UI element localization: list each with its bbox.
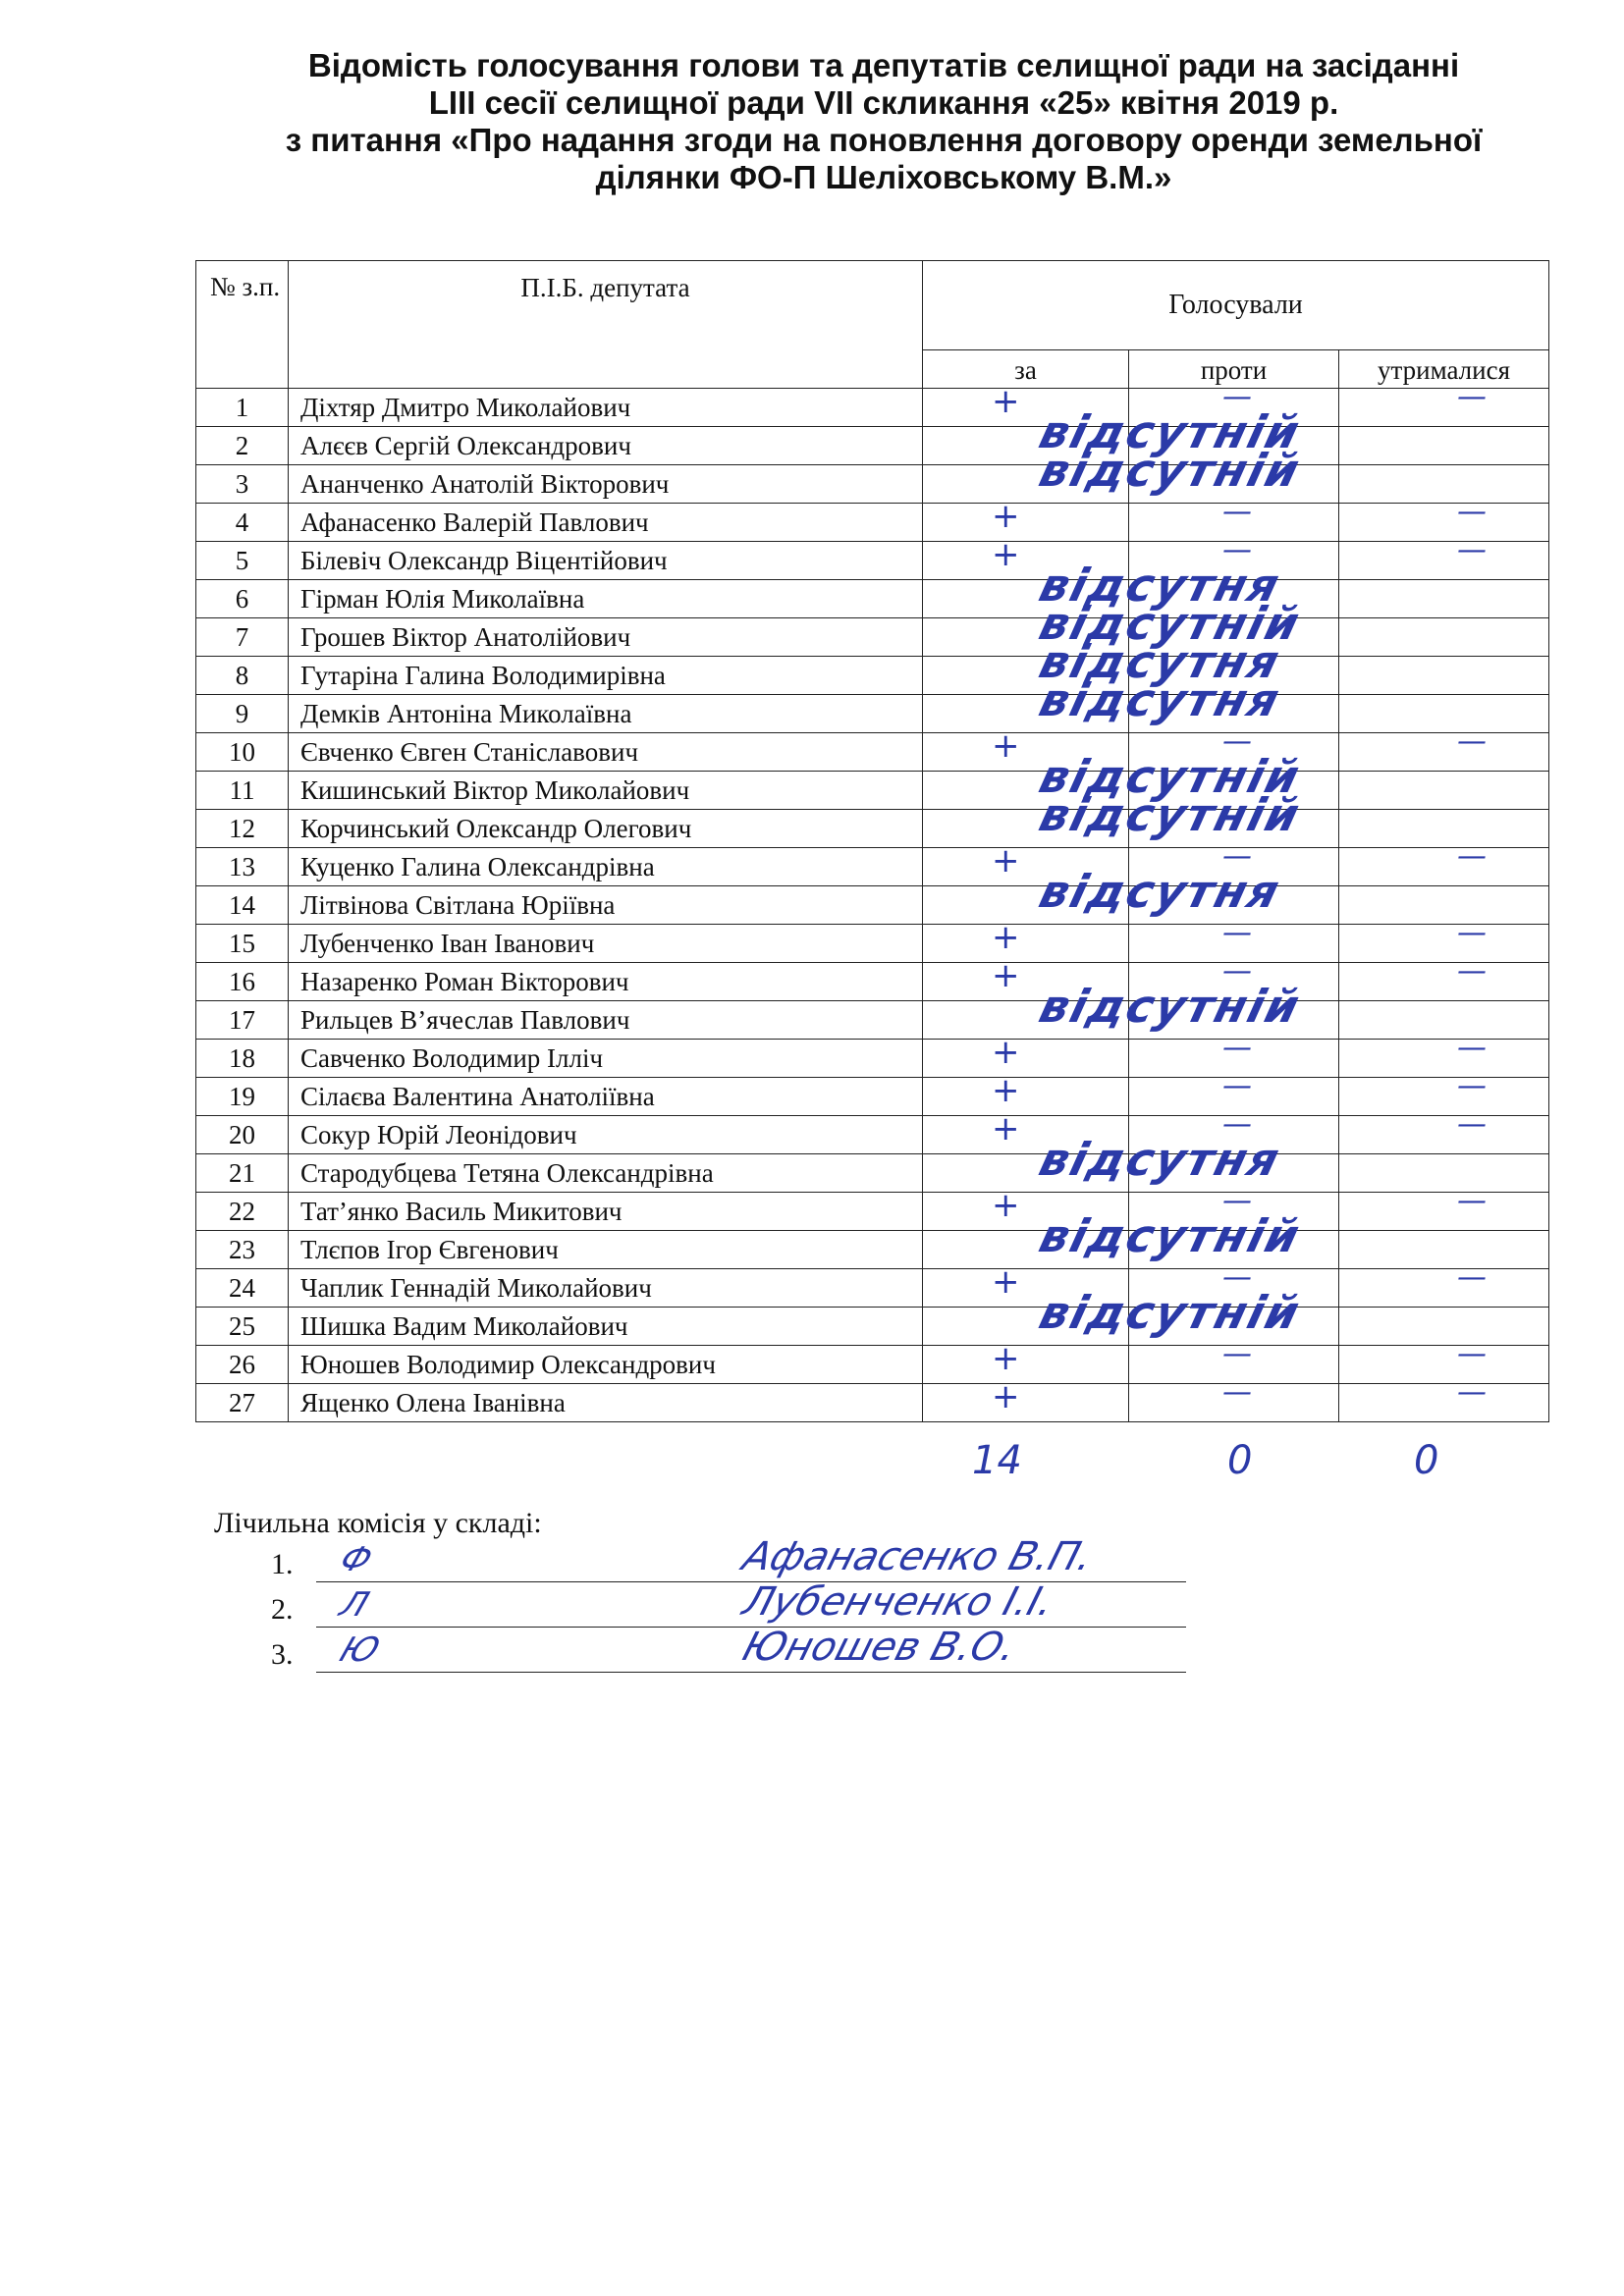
vote-for-mark: +	[992, 732, 1020, 766]
vote-against-mark: —	[1222, 1383, 1252, 1410]
vote-abstain-cell	[1339, 1384, 1549, 1422]
column-header-voted: Голосували	[923, 261, 1549, 350]
deputy-name: Літвінова Світлана Юріївна	[289, 886, 923, 925]
member-index: 1.	[271, 1548, 294, 1580]
row-number: 6	[196, 580, 289, 618]
deputy-name: Тлєпов Ігор Євгенович	[289, 1231, 923, 1269]
vote-abstain-cell	[1339, 1040, 1549, 1078]
absent-mark: відсутня	[1034, 559, 1286, 612]
vote-for-mark: +	[992, 503, 1020, 536]
deputy-name: Савченко Володимир Ілліч	[289, 1040, 923, 1078]
vote-abstain-cell	[1339, 427, 1549, 465]
vote-against-mark: —	[1222, 962, 1252, 988]
vote-abstain-cell	[1339, 504, 1549, 542]
deputy-name: Лубенченко Іван Іванович	[289, 925, 923, 963]
row-number: 15	[196, 925, 289, 963]
deputy-name: Білевіч Олександр Віцентійович	[289, 542, 923, 580]
member-signature: Л	[334, 1585, 374, 1625]
row-number: 13	[196, 848, 289, 886]
absent-mark: відсутній	[1034, 444, 1307, 497]
vote-against-cell	[1129, 1346, 1339, 1384]
vote-abstain-mark: —	[1457, 541, 1487, 567]
counting-commission	[214, 1507, 1196, 1683]
row-number: 21	[196, 1154, 289, 1193]
row-number: 12	[196, 810, 289, 848]
vote-abstain-cell	[1339, 1346, 1549, 1384]
row-number: 18	[196, 1040, 289, 1078]
row-number: 7	[196, 618, 289, 657]
absent-mark: відсутній	[1034, 597, 1307, 650]
table-row	[196, 1040, 1549, 1078]
row-number: 1	[196, 389, 289, 427]
absent-mark: відсутній	[1034, 1209, 1307, 1262]
vote-for-cell	[923, 1133, 1286, 1193]
vote-against-cell	[1129, 925, 1339, 963]
table-row	[196, 618, 1549, 657]
vote-for-mark: +	[992, 1077, 1020, 1110]
deputy-name: Чаплик Геннадій Миколайович	[289, 1269, 923, 1308]
row-number: 27	[196, 1384, 289, 1422]
table-row	[196, 1308, 1549, 1346]
vote-abstain-mark: —	[1457, 1115, 1487, 1142]
absent-mark: відсутня	[1034, 673, 1286, 726]
vote-abstain-mark: —	[1457, 924, 1487, 950]
member-index: 3.	[271, 1638, 294, 1671]
vote-abstain-cell	[1339, 733, 1549, 772]
deputy-name: Грошев Віктор Анатолійович	[289, 618, 923, 657]
row-number: 14	[196, 886, 289, 925]
row-number: 11	[196, 772, 289, 810]
vote-for-mark: +	[992, 1115, 1020, 1148]
vote-for-mark: +	[992, 847, 1020, 881]
vote-against-mark: —	[1222, 1268, 1252, 1295]
signature-line	[316, 1672, 1186, 1673]
row-number: 16	[196, 963, 289, 1001]
table-row	[196, 465, 1549, 504]
deputy-name: Куценко Галина Олександрівна	[289, 848, 923, 886]
vote-against-mark: —	[1222, 541, 1252, 567]
title-line-4: ділянки ФО-П Шеліховському В.М.»	[595, 159, 1172, 195]
vote-abstain-cell	[1339, 886, 1549, 925]
table-row	[196, 963, 1549, 1001]
column-header-number: № з.п.	[196, 261, 289, 389]
vote-abstain-cell	[1339, 1308, 1549, 1346]
table-row	[196, 427, 1549, 465]
vote-for-mark: +	[992, 962, 1020, 995]
absent-mark: відсутній	[1034, 405, 1307, 458]
deputy-name: Гірман Юлія Миколаївна	[289, 580, 923, 618]
vote-abstain-cell	[1339, 925, 1549, 963]
vote-abstain-mark: —	[1457, 847, 1487, 874]
column-header-against: проти	[1129, 350, 1339, 389]
absent-mark: відсутній	[1034, 980, 1307, 1033]
vote-abstain-cell	[1339, 1116, 1549, 1154]
row-number: 3	[196, 465, 289, 504]
deputy-name: Рильцев В’ячеслав Павлович	[289, 1001, 923, 1040]
member-index: 2.	[271, 1593, 294, 1626]
vote-abstain-cell	[1339, 1001, 1549, 1040]
vote-abstain-mark: —	[1457, 388, 1487, 414]
absent-mark: відсутня	[1034, 635, 1286, 688]
vote-for-cell	[923, 1346, 1129, 1384]
vote-abstain-cell	[1339, 772, 1549, 810]
table-row	[196, 580, 1549, 618]
vote-abstain-mark: —	[1457, 732, 1487, 759]
vote-abstain-cell	[1339, 1154, 1549, 1193]
table-row	[196, 848, 1549, 886]
deputy-name: Сокур Юрій Леонідович	[289, 1116, 923, 1154]
table-row	[196, 657, 1549, 695]
table-row	[196, 1384, 1549, 1422]
vote-against-cell	[1129, 1078, 1339, 1116]
table-row	[196, 886, 1549, 925]
deputy-name: Шишка Вадим Миколайович	[289, 1308, 923, 1346]
vote-abstain-cell	[1339, 848, 1549, 886]
absent-mark: відсутня	[1034, 1133, 1286, 1186]
deputy-name: Стародубцева Тетяна Олександрівна	[289, 1154, 923, 1193]
table-row	[196, 1231, 1549, 1269]
deputy-name: Афанасенко Валерій Павлович	[289, 504, 923, 542]
commission-members	[214, 1534, 1196, 1683]
absent-mark: відсутній	[1034, 788, 1307, 841]
row-number: 20	[196, 1116, 289, 1154]
vote-against-mark: —	[1222, 924, 1252, 950]
commission-member	[214, 1625, 1196, 1683]
vote-against-cell	[1129, 1384, 1339, 1422]
vote-against-mark: —	[1222, 1345, 1252, 1371]
absent-mark: відсутня	[1034, 865, 1286, 918]
table-row	[196, 1269, 1549, 1308]
vote-for-cell	[923, 673, 1286, 733]
deputy-name: Тат’янко Василь Микитович	[289, 1193, 923, 1231]
table-row	[196, 389, 1549, 427]
member-signature: Ю	[334, 1630, 385, 1670]
vote-for-mark: +	[992, 1268, 1020, 1302]
vote-against-cell	[1129, 504, 1339, 542]
absent-mark: відсутній	[1034, 1286, 1307, 1339]
vote-abstain-cell	[1339, 963, 1549, 1001]
table-row	[196, 504, 1549, 542]
vote-abstain-mark: —	[1457, 962, 1487, 988]
vote-abstain-cell	[1339, 389, 1549, 427]
table-row	[196, 1154, 1549, 1193]
vote-against-mark: —	[1222, 1192, 1252, 1218]
deputy-name: Демків Антоніна Миколаївна	[289, 695, 923, 733]
vote-against-mark: —	[1222, 1077, 1252, 1103]
vote-against-mark: —	[1222, 388, 1252, 414]
row-number: 23	[196, 1231, 289, 1269]
column-header-abstain: утрималися	[1339, 350, 1549, 389]
deputy-name: Діхтяр Дмитро Миколайович	[289, 389, 923, 427]
row-number: 5	[196, 542, 289, 580]
vote-abstain-cell	[1339, 810, 1549, 848]
vote-against-mark: —	[1222, 732, 1252, 759]
vote-against-mark: —	[1222, 847, 1252, 874]
vote-for-cell	[923, 1286, 1307, 1346]
vote-abstain-mark: —	[1457, 1077, 1487, 1103]
vote-abstain-mark: —	[1457, 1039, 1487, 1065]
row-number: 24	[196, 1269, 289, 1308]
vote-abstain-cell	[1339, 1193, 1549, 1231]
deputy-name: Ананченко Анатолій Вікторович	[289, 465, 923, 504]
vote-against-mark: —	[1222, 1039, 1252, 1065]
vote-abstain-mark: —	[1457, 1345, 1487, 1371]
table-row	[196, 772, 1549, 810]
table-row	[196, 1116, 1549, 1154]
vote-abstain-cell	[1339, 657, 1549, 695]
table-row	[196, 810, 1549, 848]
vote-for-mark: +	[992, 541, 1020, 574]
vote-for-cell	[923, 1078, 1129, 1116]
document-title	[226, 47, 1542, 196]
row-number: 10	[196, 733, 289, 772]
vote-for-cell	[923, 865, 1286, 925]
table-body	[196, 389, 1549, 1422]
vote-abstain-cell	[1339, 1269, 1549, 1308]
row-number: 17	[196, 1001, 289, 1040]
vote-for-cell	[923, 444, 1307, 504]
vote-abstain-mark: —	[1457, 1192, 1487, 1218]
vote-for-mark: +	[992, 1345, 1020, 1378]
vote-for-mark: +	[992, 1192, 1020, 1225]
deputy-name: Євченко Євген Станіславович	[289, 733, 923, 772]
vote-for-cell	[923, 980, 1307, 1040]
deputy-name: Ященко Олена Іванівна	[289, 1384, 923, 1422]
vote-against-mark: —	[1222, 1115, 1252, 1142]
deputy-name: Назаренко Роман Вікторович	[289, 963, 923, 1001]
vote-for-mark: +	[992, 388, 1020, 421]
member-signature: Ф	[334, 1540, 378, 1579]
title-line-2: LIII сесії селищної ради VII скликання «25» квітня 2019 р.	[428, 84, 1339, 121]
table-row	[196, 1346, 1549, 1384]
deputy-name: Сілаєва Валентина Анатоліївна	[289, 1078, 923, 1116]
deputy-name: Алєєв Сергій Олександрович	[289, 427, 923, 465]
vote-against-mark: —	[1222, 503, 1252, 529]
title-line-1: Відомість голосування голови та депутатів селищної ради на засіданні	[307, 47, 1460, 83]
table-row	[196, 925, 1549, 963]
vote-abstain-cell	[1339, 1231, 1549, 1269]
total-for: 14	[972, 1438, 1022, 1483]
vote-for-mark: +	[992, 924, 1020, 957]
vote-for-cell	[923, 1040, 1129, 1078]
total-abstain: 0	[1414, 1438, 1439, 1483]
table-row	[196, 542, 1549, 580]
deputy-name: Гутаріна Галина Володимирівна	[289, 657, 923, 695]
deputy-name: Юношев Володимир Олександрович	[289, 1346, 923, 1384]
row-number: 19	[196, 1078, 289, 1116]
member-name: Афанасенко В.П.	[737, 1534, 1099, 1579]
table-row	[196, 1001, 1549, 1040]
member-name: Лубенченко І.І.	[737, 1579, 1059, 1625]
vote-abstain-cell	[1339, 465, 1549, 504]
vote-abstain-mark: —	[1457, 1383, 1487, 1410]
row-number: 22	[196, 1193, 289, 1231]
vote-abstain-cell	[1339, 1078, 1549, 1116]
vote-for-cell	[923, 504, 1129, 542]
table-row	[196, 733, 1549, 772]
voting-table	[195, 260, 1549, 1422]
absent-mark: відсутній	[1034, 750, 1307, 803]
vote-abstain-mark: —	[1457, 1268, 1487, 1295]
row-number: 9	[196, 695, 289, 733]
vote-abstain-cell	[1339, 695, 1549, 733]
row-number: 26	[196, 1346, 289, 1384]
total-against: 0	[1227, 1438, 1253, 1483]
column-header-for: за	[923, 350, 1129, 389]
vote-against-cell	[1129, 1040, 1339, 1078]
row-number: 2	[196, 427, 289, 465]
column-header-name: П.І.Б. депутата	[289, 261, 923, 389]
table-row	[196, 1193, 1549, 1231]
deputy-name: Корчинський Олександр Олегович	[289, 810, 923, 848]
vote-for-mark: +	[992, 1383, 1020, 1416]
member-name: Юношев В.О.	[737, 1625, 1022, 1670]
vote-for-cell	[923, 925, 1129, 963]
vote-for-cell	[923, 1209, 1307, 1269]
vote-for-cell	[923, 788, 1307, 848]
vote-for-cell	[923, 1384, 1129, 1422]
vote-abstain-cell	[1339, 580, 1549, 618]
deputy-name: Кишинський Віктор Миколайович	[289, 772, 923, 810]
vote-abstain-mark: —	[1457, 503, 1487, 529]
row-number: 8	[196, 657, 289, 695]
title-line-3: з питання «Про надання згоди на поновлення договору оренди земельної	[285, 122, 1483, 158]
row-number: 4	[196, 504, 289, 542]
vote-for-mark: +	[992, 1039, 1020, 1072]
table-row	[196, 695, 1549, 733]
row-number: 25	[196, 1308, 289, 1346]
commission-heading: Лічильна комісія у складі:	[214, 1507, 542, 1539]
vote-abstain-cell	[1339, 542, 1549, 580]
vote-abstain-cell	[1339, 618, 1549, 657]
table-row	[196, 1078, 1549, 1116]
